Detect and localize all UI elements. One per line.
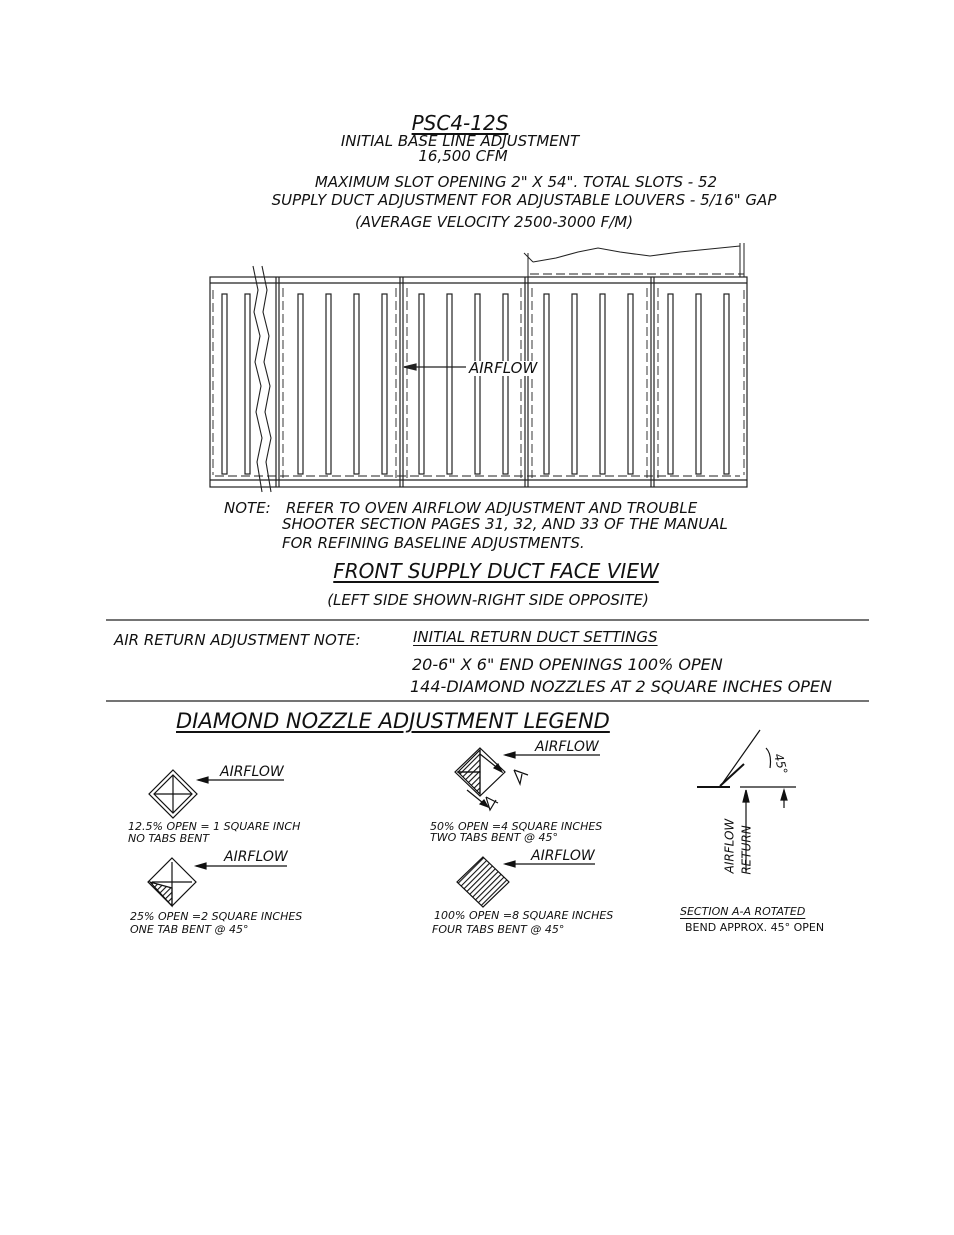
cfm-text: 16,500 CFM	[418, 147, 508, 165]
section-title: SECTION A-A ROTATED	[680, 905, 806, 918]
legend-title: DIAMOND NOZZLE ADJUSTMENT LEGEND	[176, 709, 610, 733]
legend-item-1-line2: NO TABS BENT	[128, 832, 210, 845]
slot-opening-line: MAXIMUM SLOT OPENING 2" X 54". TOTAL SLOTS - 52	[314, 173, 718, 191]
view-subtitle: (LEFT SIDE SHOWN-RIGHT SIDE OPPOSITE)	[327, 591, 649, 609]
legend-airflow-4: AIRFLOW	[531, 848, 595, 864]
legend-item-2-line2: ONE TAB BENT @ 45°	[130, 923, 249, 936]
subtitle: INITIAL BASE LINE ADJUSTMENT	[340, 132, 580, 150]
model-title: PSC4-12S	[411, 111, 509, 135]
legend-airflow-2: AIRFLOW	[224, 849, 288, 865]
section-return-label: RETURN	[739, 825, 754, 875]
velocity-line: (AVERAGE VELOCITY 2500-3000 F/M)	[354, 213, 634, 231]
duct-airflow-label: AIRFLOW	[469, 359, 538, 377]
legend-airflow-3: AIRFLOW	[535, 739, 599, 755]
diamond-closed-icon	[149, 770, 197, 818]
section-airflow-label: AIRFLOW	[722, 818, 737, 874]
legend-airflow-1: AIRFLOW	[220, 764, 284, 780]
legend-item-4-line2: FOUR TABS BENT @ 45°	[432, 923, 565, 936]
legend-item-1-line1: 12.5% OPEN = 1 SQUARE INCH	[128, 820, 301, 833]
section-angle-label: 45°	[771, 751, 791, 777]
section-note: BEND APPROX. 45° OPEN	[685, 921, 825, 934]
air-return-label: AIR RETURN ADJUSTMENT NOTE:	[114, 631, 361, 649]
air-return-line-1: 20-6" X 6" END OPENINGS 100% OPEN	[412, 655, 723, 674]
air-return-line-2: 144-DIAMOND NOZZLES AT 2 SQUARE INCHES OPEN	[410, 677, 833, 696]
diamond-fully-open-icon	[457, 857, 509, 907]
legend-item-2-line1: 25% OPEN =2 SQUARE INCHES	[130, 910, 303, 923]
diamond-one-tab-icon	[148, 858, 196, 906]
legend-item-3-line1: 50% OPEN =4 SQUARE INCHES	[430, 820, 603, 833]
note-label: NOTE:	[224, 499, 271, 517]
note-line-3: FOR REFINING BASELINE ADJUSTMENTS.	[282, 534, 585, 552]
louver-adjustment-line: SUPPLY DUCT ADJUSTMENT FOR ADJUSTABLE LOUVERS - 5/16" GAP	[271, 191, 777, 209]
air-return-heading: INITIAL RETURN DUCT SETTINGS	[413, 628, 658, 646]
diamond-two-tabs-icon	[455, 748, 505, 807]
legend-item-3-line2: TWO TABS BENT @ 45°	[430, 831, 558, 844]
note-line-2: SHOOTER SECTION PAGES 31, 32, AND 33 OF THE MANUAL	[282, 515, 728, 533]
legend-item-4-line1: 100% OPEN =8 SQUARE INCHES	[434, 909, 614, 922]
note-line-1: REFER TO OVEN AIRFLOW ADJUSTMENT AND TROUBLE	[286, 499, 698, 517]
view-title: FRONT SUPPLY DUCT FACE VIEW	[333, 559, 659, 583]
